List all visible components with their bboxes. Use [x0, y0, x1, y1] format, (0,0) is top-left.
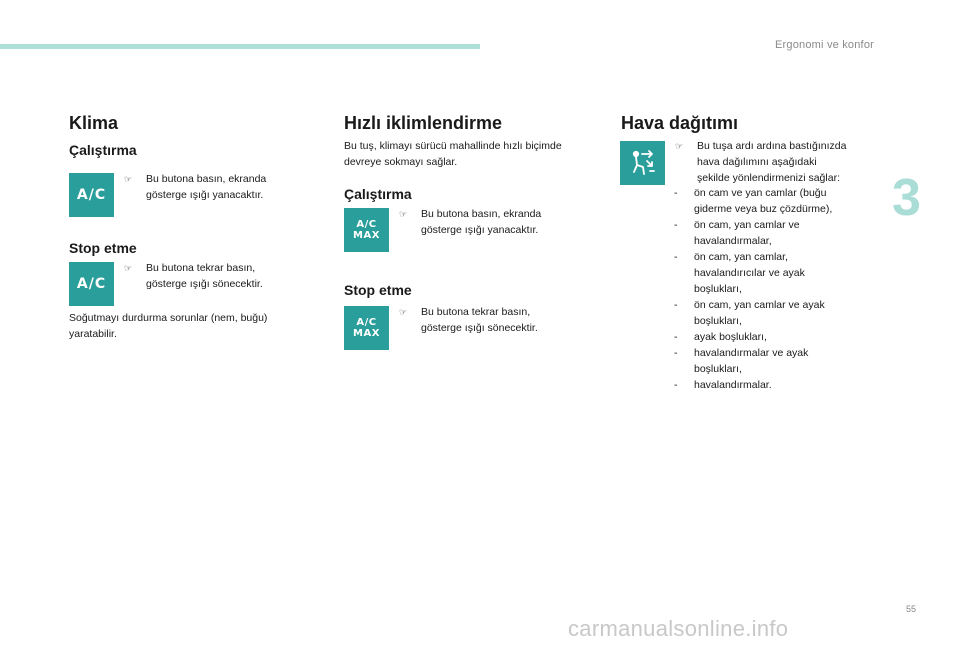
calistirma-heading-2: Çalıştırma: [344, 186, 412, 202]
distribution-mode-list: [672, 185, 832, 393]
para-line: Soğutmayı durdurma sorunlar (nem, buğu): [69, 312, 268, 324]
para-line: devreye sokmayı sağlar.: [344, 156, 458, 168]
pointer-icon: ☞: [399, 307, 408, 317]
air-distribution-icon: [620, 141, 665, 185]
note-line: hava dağılımını aşağıdaki: [697, 156, 817, 168]
page-number: 55: [906, 604, 917, 614]
list-item: - ön cam, yan camlar ve ayak boşlukları,: [672, 297, 832, 329]
note-line: gösterge ışığı sönecektir.: [146, 278, 263, 290]
icon-label-top: A/C: [356, 317, 377, 328]
list-line: boşlukları,: [694, 283, 742, 295]
note-line: gösterge ışığı sönecektir.: [421, 322, 538, 334]
list-item: - ön cam, yan camlar ve havalandırmalar,: [672, 217, 832, 249]
max-intro-text: [344, 138, 562, 170]
stop-heading-2: Stop etme: [344, 282, 412, 298]
ac-max-button-icon-2: [344, 306, 389, 350]
note-line: şekilde yönlendirmenizi sağlar:: [697, 172, 840, 184]
note-line: Bu butona tekrar basın,: [146, 262, 256, 274]
header-accent-bar: [0, 44, 480, 49]
list-line: boşlukları,: [694, 363, 742, 375]
list-item: - ön cam ve yan camlar (buğu giderme veya buz çözdürme),: [674, 187, 833, 215]
list-line: ön cam, yan camlar,: [694, 251, 788, 263]
ac-max-button-icon: [344, 208, 389, 252]
calistirma-heading-1: Çalıştırma: [69, 142, 137, 158]
list-line: boşlukları,: [694, 315, 742, 327]
para-line: Bu tuş, klimayı sürücü mahallinde hızlı biçimde: [344, 140, 562, 152]
list-line: havalandırmalar.: [694, 379, 772, 391]
list-line: ön cam, yan camlar ve: [694, 219, 800, 231]
list-line: havalandırıcılar ve ayak: [694, 267, 805, 279]
list-line: ön cam, yan camlar ve ayak: [694, 299, 825, 311]
hava-dagitimi-heading: Hava dağıtımı: [621, 113, 739, 133]
watermark-text: carmanualsonline.info: [568, 616, 789, 641]
note-line: Bu butona tekrar basın,: [421, 306, 531, 318]
ac-button-icon-2: A/C: [69, 262, 114, 306]
pointer-icon: ☞: [124, 263, 133, 273]
icon-label-bottom: MAX: [353, 230, 380, 241]
icon-label-top: A/C: [356, 219, 377, 230]
icon-label-bottom: MAX: [353, 328, 380, 339]
hizli-iklimlendirme-heading: Hızlı iklimlendirme: [344, 113, 503, 133]
list-item: - ayak boşlukları,: [672, 329, 832, 345]
list-item: - ön cam, yan camlar, havalandırıcılar ve ayak boşlukları,: [672, 249, 832, 297]
note-line: Bu tuşa ardı ardına bastığınızda: [697, 140, 847, 152]
note-line: gösterge ışığı yanacaktır.: [421, 224, 539, 236]
list-line: havalandırmalar ve ayak: [694, 347, 809, 359]
stop-heading-1: Stop etme: [69, 240, 137, 256]
list-line: havalandırmalar,: [694, 235, 772, 247]
section-title: Ergonomi ve konfor: [775, 39, 874, 51]
ac-button-icon: A/C: [69, 173, 114, 217]
list-line: ön cam ve yan camlar (buğu: [694, 187, 827, 199]
chapter-number: 3: [892, 169, 921, 227]
pointer-icon: ☞: [399, 209, 408, 219]
list-item: - havalandırmalar ve ayak boşlukları,: [672, 345, 832, 377]
note-line: gösterge ışığı yanacaktır.: [146, 189, 264, 201]
klima-heading: Klima: [69, 113, 119, 133]
cooling-warning-text: [69, 310, 267, 342]
list-item: - havalandırmalar.: [672, 377, 832, 393]
note-line: Bu butona basın, ekranda: [421, 208, 542, 220]
list-line: giderme veya buz çözdürme),: [694, 203, 833, 215]
pointer-icon: ☞: [675, 141, 684, 151]
air-distribution-icon-glyph: [628, 148, 658, 178]
para-line: yaratabilir.: [69, 328, 117, 340]
pointer-icon: ☞: [124, 174, 133, 184]
list-line: ayak boşlukları,: [694, 331, 767, 343]
note-line: Bu butona basın, ekranda: [146, 173, 267, 185]
